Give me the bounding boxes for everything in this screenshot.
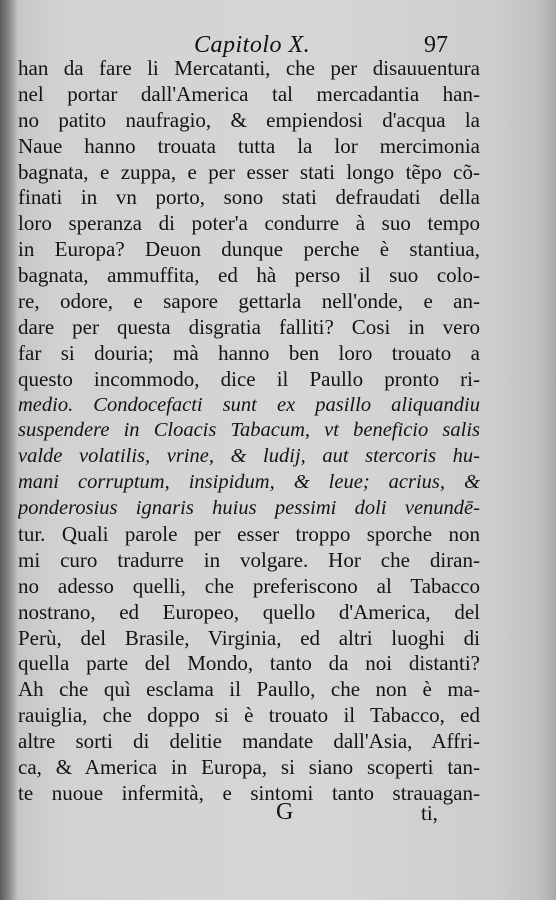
text-line: ponderosius ignaris huius pessimi doli venundē- bbox=[18, 497, 480, 520]
text-line: suspendere in Cloacis Tabacum, vt beneficio salis bbox=[18, 419, 480, 442]
text-line: ca, & America in Europa, si siano scoperti tan- bbox=[18, 755, 480, 780]
text-line: medio. Condocefacti sunt ex pasillo aliquandiu bbox=[18, 393, 480, 416]
text-line: mani corruptum, insipidum, & leue; acrius, & bbox=[18, 471, 480, 494]
text-line: re, odore, e sapore gettarla nell'onde, e an- bbox=[18, 289, 480, 314]
text-line: han da fare li Mercatanti, che per disauuentura bbox=[18, 56, 480, 80]
text-line: no patito naufragio, & empiendosi d'acqua la bbox=[18, 107, 480, 132]
text-line: loro speranza di poter'a condurre à suo tempo bbox=[18, 211, 480, 236]
signature-mark: G bbox=[276, 799, 294, 825]
body-text bbox=[18, 56, 480, 807]
text-line: dare per questa disgratia falliti? Cosi in vero bbox=[18, 314, 480, 339]
catchword: ti, bbox=[421, 801, 438, 825]
text-line: Perù, del Brasile, Virginia, ed altri luoghi di bbox=[18, 625, 480, 650]
text-line: mi curo tradurre in volgare. Hor che diran- bbox=[18, 547, 480, 572]
chapter-title: Capitolo X. bbox=[194, 32, 311, 58]
text-line: bagnata, ammuffita, ed hà perso il suo colo- bbox=[18, 263, 480, 288]
page-number: 97 bbox=[424, 32, 448, 58]
text-line: Ah che quì esclama il Paullo, che non è ma- bbox=[18, 677, 480, 702]
text-line: no adesso quelli, che preferiscono al Tabacco bbox=[18, 573, 480, 598]
text-line: bagnata, e zuppa, e per esser stati longo tẽpo cõ- bbox=[18, 159, 480, 184]
text-line: finati in vn porto, sono stati defraudati della bbox=[18, 185, 480, 210]
text-line: questo incommodo, dice il Paullo pronto ri- bbox=[18, 366, 480, 391]
text-line: far si douria; mà hanno ben loro trouato a bbox=[18, 340, 480, 365]
text-line: quella parte del Mondo, tanto da noi distanti? bbox=[18, 651, 480, 676]
text-line: rauiglia, che doppo si è trouato il Tabacco, ed bbox=[18, 703, 480, 728]
text-line: in Europa? Deuon dunque perche è stantiua, bbox=[18, 237, 480, 262]
text-line: valde volatilis, vrine, & ludij, aut stercoris hu- bbox=[18, 445, 480, 468]
text-line: nel portar dall'America tal mercadantia han- bbox=[18, 81, 480, 106]
text-line: te nuoue infermità, e sintomi tanto strauagan- bbox=[18, 780, 480, 805]
text-line: Naue hanno trouata tutta la lor mercimonia bbox=[18, 133, 480, 158]
text-line: nostrano, ed Europeo, quello d'America, del bbox=[18, 599, 480, 624]
text-line: altre sorti di delitie mandate dall'Asia, Affri- bbox=[18, 729, 480, 754]
gutter-shadow bbox=[0, 0, 18, 900]
text-line: tur. Quali parole per esser troppo sporche non bbox=[18, 522, 480, 547]
